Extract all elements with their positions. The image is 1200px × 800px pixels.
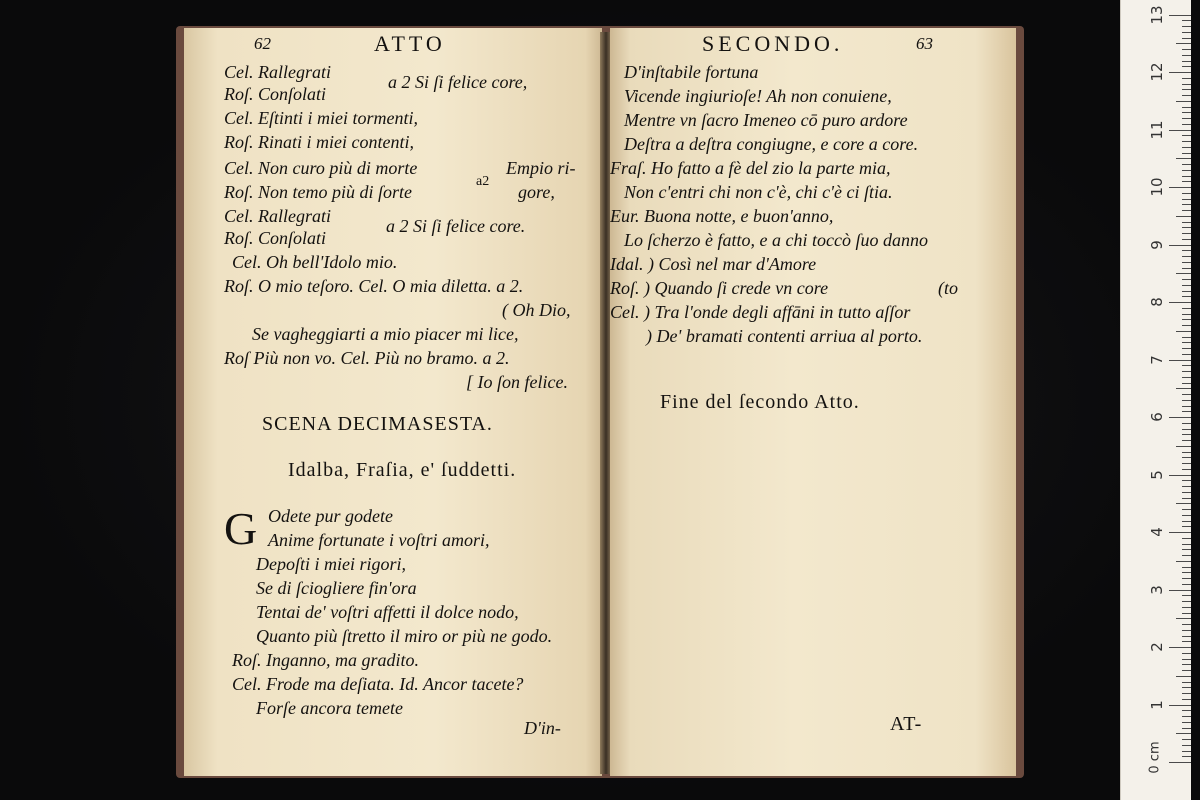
- ruler-tick: [1169, 302, 1191, 303]
- text-line: a2: [476, 174, 490, 189]
- ruler-tick: [1182, 567, 1191, 568]
- ruler-tick: [1182, 555, 1191, 556]
- ruler-tick: [1182, 89, 1191, 90]
- ruler-tick: [1182, 78, 1191, 79]
- ruler-tick: [1182, 572, 1191, 573]
- text-line: Roſ. Rinati i miei contenti,: [224, 132, 414, 152]
- ruler-tick: [1182, 411, 1191, 412]
- ruler-tick: [1176, 273, 1191, 274]
- ruler-unit: 0 cm: [1147, 741, 1163, 774]
- ruler-tick: [1182, 26, 1191, 27]
- ruler-number: 10: [1148, 177, 1166, 197]
- ruler-number: 8: [1148, 297, 1166, 307]
- ruler-tick: [1169, 647, 1191, 648]
- ruler-number: 9: [1148, 239, 1166, 250]
- ruler-tick: [1176, 101, 1191, 102]
- ruler-tick: [1182, 722, 1191, 723]
- ruler-tick: [1182, 664, 1191, 665]
- ruler-number: 2: [1148, 642, 1166, 652]
- scene-heading: SCENA DECIMASESTA.: [262, 413, 493, 435]
- text-line: Lo ſcherzo è fatto, e a chi toccò ſuo danno: [624, 230, 928, 250]
- ruler-tick: [1182, 457, 1191, 458]
- ruler-tick: [1182, 463, 1191, 464]
- ruler-tick: [1182, 578, 1191, 579]
- ruler-tick: [1182, 348, 1191, 349]
- ruler-tick: [1182, 135, 1191, 136]
- ruler-number: 7: [1148, 354, 1166, 365]
- ruler-tick: [1182, 193, 1191, 194]
- ruler-tick: [1182, 66, 1191, 67]
- ruler-tick: [1182, 653, 1191, 654]
- ruler-tick: [1176, 388, 1191, 389]
- ruler-tick: [1182, 682, 1191, 683]
- ruler-number: 4: [1148, 527, 1166, 537]
- text-line: Eur. Buona notte, e buon'anno,: [610, 206, 834, 226]
- text-line: Roſ. ) Quando ſi crede vn core: [610, 278, 829, 298]
- text-line: Depoſti i miei rigori,: [256, 554, 406, 574]
- ruler-tick: [1182, 434, 1191, 435]
- ruler-tick: [1182, 394, 1191, 395]
- ruler-tick: [1182, 371, 1191, 372]
- text-line: Non c'entri chi non c'è, chi c'è ci ſtia.: [624, 182, 893, 202]
- ruler-tick: [1182, 20, 1191, 21]
- ruler-tick: [1182, 480, 1191, 481]
- text-line: Se vagheggiarti a mio piacer mi lice,: [252, 324, 519, 344]
- text-line: Cel. Eſtinti i miei tormenti,: [224, 108, 418, 128]
- act-ending: Fine del ſecondo Atto.: [660, 391, 860, 413]
- ruler-tick: [1169, 705, 1191, 706]
- open-book: [176, 18, 1028, 782]
- text-line: Cel. Oh bell'Idolo mio.: [232, 252, 398, 272]
- ruler-tick: [1182, 296, 1191, 297]
- ruler-tick: [1169, 532, 1191, 533]
- text-line: Vicende ingiurioſe! Ah non conuiene,: [624, 86, 892, 106]
- ruler-tick: [1182, 515, 1191, 516]
- ruler-tick: [1169, 245, 1191, 246]
- ruler-tick: [1182, 153, 1191, 154]
- right-page: [610, 28, 1016, 776]
- ruler-tick: [1182, 49, 1191, 50]
- ruler-tick: [1182, 342, 1191, 343]
- text-line: a 2 Si ſi felice core,: [388, 72, 528, 92]
- text-line: Quanto più ſtretto il miro or più ne godo.: [256, 626, 553, 646]
- ruler-tick: [1169, 475, 1191, 476]
- page-number: 62: [254, 34, 271, 53]
- ruler-number: 12: [1148, 62, 1166, 82]
- text-line: Forſe ancora temete: [256, 698, 403, 718]
- ruler-tick: [1169, 360, 1191, 361]
- ruler-tick: [1182, 268, 1191, 269]
- ruler-tick: [1182, 147, 1191, 148]
- ruler-tick: [1182, 233, 1191, 234]
- ruler-tick: [1182, 176, 1191, 177]
- ruler-tick: [1176, 43, 1191, 44]
- ruler-tick: [1182, 222, 1191, 223]
- cast-line: Idalba, Fraſia, e' ſuddetti.: [288, 459, 517, 481]
- catchword: AT-: [890, 713, 923, 735]
- text-line: a 2 Si ſi felice core.: [386, 216, 526, 236]
- ruler-tick: [1169, 130, 1191, 131]
- ruler-tick: [1169, 590, 1191, 591]
- text-line: Fraſ. Ho fatto a fè del zio la parte mia,: [610, 158, 891, 178]
- ruler-tick: [1176, 676, 1191, 677]
- ruler-tick: [1176, 503, 1191, 504]
- ruler-tick: [1182, 291, 1191, 292]
- ruler-tick: [1182, 107, 1191, 108]
- ruler-tick: [1182, 716, 1191, 717]
- ruler-tick: [1182, 636, 1191, 637]
- ruler-tick: [1182, 544, 1191, 545]
- measuring-ruler: [1120, 0, 1191, 800]
- ruler-tick: [1182, 308, 1191, 309]
- ruler-tick: [1182, 423, 1191, 424]
- ruler-tick: [1182, 32, 1191, 33]
- ruler-tick: [1182, 227, 1191, 228]
- ruler-tick: [1182, 118, 1191, 119]
- text-line: ) De' bramati contenti arriua al porto.: [646, 326, 923, 346]
- text-line: (to: [938, 278, 958, 298]
- text-line: D'inſtabile fortuna: [624, 62, 759, 82]
- ruler-tick: [1182, 751, 1191, 752]
- ruler-tick: [1182, 164, 1191, 165]
- ruler-tick: [1176, 216, 1191, 217]
- text-line: Roſ. Conſolati: [224, 84, 327, 104]
- text-line: Se di ſciogliere fin'ora: [256, 578, 417, 598]
- text-line: Roſ. O mio teſoro. Cel. O mia diletta. a 2.: [224, 276, 524, 296]
- text-line: Cel. Frode ma deſiata. Id. Ancor tacete?: [232, 674, 524, 694]
- text-line: ( Oh Dio,: [502, 300, 571, 320]
- ruler-tick: [1182, 181, 1191, 182]
- ruler-tick: [1182, 440, 1191, 441]
- ruler-tick: [1182, 256, 1191, 257]
- ruler-tick: [1182, 199, 1191, 200]
- ruler-tick: [1182, 492, 1191, 493]
- ruler-tick: [1182, 624, 1191, 625]
- ruler-tick: [1182, 641, 1191, 642]
- ruler-tick: [1182, 377, 1191, 378]
- ruler-tick: [1182, 210, 1191, 211]
- ruler-tick: [1182, 429, 1191, 430]
- ruler-tick: [1182, 687, 1191, 688]
- text-line: Empio ri-: [506, 158, 576, 178]
- ruler-tick: [1182, 383, 1191, 384]
- ruler-tick: [1182, 538, 1191, 539]
- ruler-tick: [1182, 601, 1191, 602]
- ruler-tick: [1169, 762, 1191, 763]
- ruler-tick: [1182, 630, 1191, 631]
- ruler-tick: [1182, 112, 1191, 113]
- text-line: Cel. Rallegrati: [224, 62, 331, 82]
- ruler-tick: [1176, 446, 1191, 447]
- ruler-number: 13: [1148, 4, 1166, 25]
- text-line: Anime fortunate i voſtri amori,: [268, 530, 490, 550]
- ruler-tick: [1182, 262, 1191, 263]
- ruler-tick: [1182, 61, 1191, 62]
- ruler-tick: [1182, 469, 1191, 470]
- ruler-tick: [1182, 498, 1191, 499]
- ruler-tick: [1169, 187, 1191, 188]
- ruler-tick: [1182, 693, 1191, 694]
- ruler-tick: [1182, 250, 1191, 251]
- ruler-tick: [1182, 55, 1191, 56]
- text-line: gore,: [518, 182, 555, 202]
- ruler-tick: [1182, 84, 1191, 85]
- ruler-tick: [1182, 549, 1191, 550]
- ruler-tick: [1182, 285, 1191, 286]
- text-line: Roſ. Inganno, ma gradito.: [232, 650, 419, 670]
- ruler-tick: [1182, 521, 1191, 522]
- ruler-tick: [1182, 124, 1191, 125]
- ruler-tick: [1182, 365, 1191, 366]
- ruler-tick: [1182, 710, 1191, 711]
- ruler-tick: [1182, 337, 1191, 338]
- text-line: Idal. ) Così nel mar d'Amore: [610, 254, 817, 274]
- ruler-tick: [1176, 618, 1191, 619]
- drop-capital: G: [224, 503, 258, 554]
- ruler-tick: [1182, 319, 1191, 320]
- ruler-number: 1: [1148, 699, 1166, 710]
- ruler-tick: [1176, 331, 1191, 332]
- ruler-tick: [1182, 239, 1191, 240]
- ruler-number: 6: [1148, 412, 1166, 422]
- text-line: Tentai de' voſtri affetti il dolce nodo,: [256, 602, 519, 622]
- ruler-tick: [1182, 95, 1191, 96]
- ruler-tick: [1182, 526, 1191, 527]
- ruler-tick: [1182, 509, 1191, 510]
- text-line: Roſ. Conſolati: [224, 228, 327, 248]
- ruler-tick: [1169, 72, 1191, 73]
- left-page: [184, 28, 602, 776]
- ruler-tick: [1182, 325, 1191, 326]
- ruler-number: 5: [1148, 469, 1166, 480]
- ruler-tick: [1182, 141, 1191, 142]
- text-line: Odete pur godete: [268, 506, 393, 526]
- text-line: Roſ Più non vo. Cel. Più no bramo. a 2.: [224, 348, 510, 368]
- ruler-tick: [1182, 613, 1191, 614]
- ruler-tick: [1182, 756, 1191, 757]
- running-head: ATTO: [374, 31, 446, 56]
- ruler-tick: [1182, 279, 1191, 280]
- page-number: 63: [916, 34, 933, 53]
- ruler-tick: [1182, 659, 1191, 660]
- ruler-tick: [1182, 739, 1191, 740]
- text-line: Cel. ) Tra l'onde degli affāni in tutto aſſor: [610, 302, 911, 322]
- ruler-tick: [1182, 670, 1191, 671]
- text-line: Mentre vn ſacro Imeneo cō puro ardore: [624, 110, 908, 130]
- text-line: Roſ. Non temo più di ſorte: [224, 182, 412, 202]
- running-head: SECONDO.: [702, 31, 844, 56]
- ruler-tick: [1176, 733, 1191, 734]
- ruler-number: 11: [1148, 119, 1166, 140]
- catchword: D'in-: [524, 718, 561, 738]
- ruler-tick: [1169, 417, 1191, 418]
- ruler-tick: [1182, 38, 1191, 39]
- ruler-tick: [1182, 607, 1191, 608]
- ruler-tick: [1182, 595, 1191, 596]
- ruler-tick: [1182, 728, 1191, 729]
- text-line: Cel. Non curo più di morte: [224, 158, 418, 178]
- ruler-number: 3: [1148, 584, 1166, 595]
- text-line: [ Io ſon felice.: [466, 372, 568, 392]
- ruler-tick: [1182, 400, 1191, 401]
- ruler-tick: [1182, 354, 1191, 355]
- ruler-tick: [1182, 204, 1191, 205]
- ruler-tick: [1176, 561, 1191, 562]
- text-line: Deſtra a deſtra congiugne, e core a core.: [624, 134, 919, 154]
- ruler-tick: [1182, 486, 1191, 487]
- ruler-tick: [1169, 15, 1191, 16]
- ruler-tick: [1182, 406, 1191, 407]
- ruler-tick: [1182, 584, 1191, 585]
- ruler-tick: [1182, 699, 1191, 700]
- ruler-tick: [1182, 745, 1191, 746]
- text-line: Cel. Rallegrati: [224, 206, 331, 226]
- ruler-tick: [1182, 452, 1191, 453]
- ruler-tick: [1182, 170, 1191, 171]
- ruler-tick: [1182, 314, 1191, 315]
- ruler-tick: [1176, 158, 1191, 159]
